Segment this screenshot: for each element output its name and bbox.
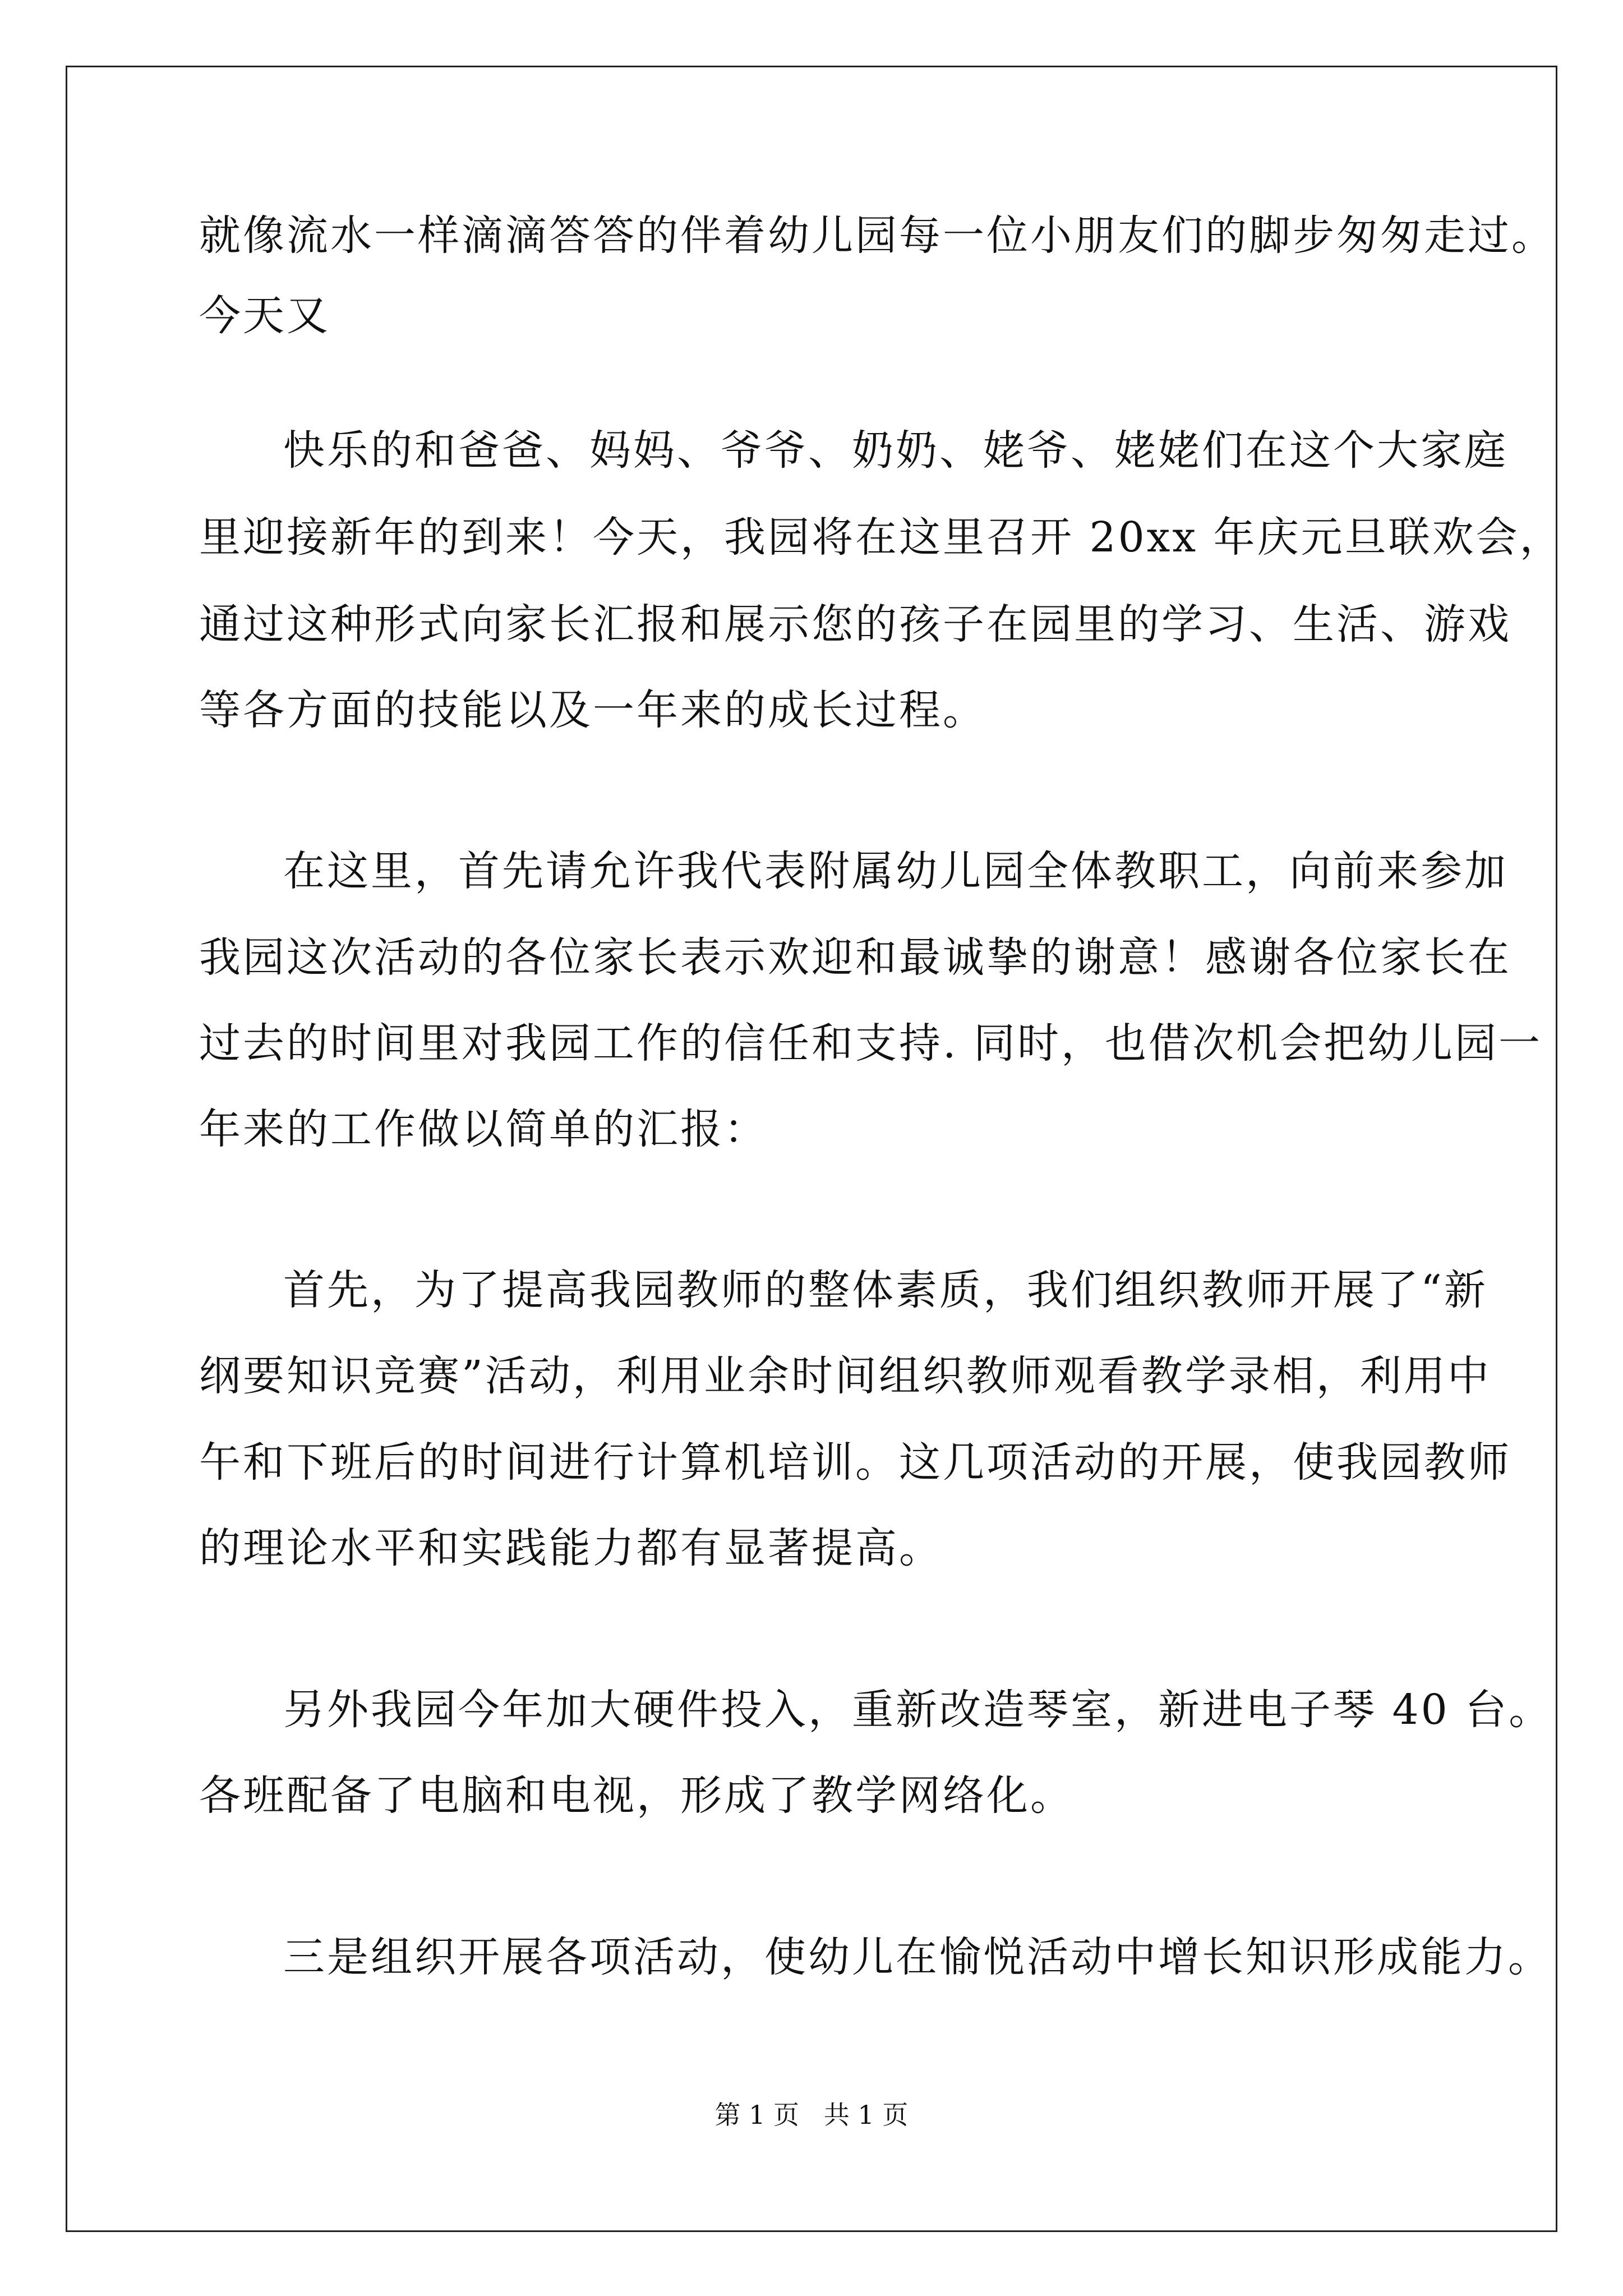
text-line: 就像流水一样滴滴答答的伴着幼儿园每一位小朋友们的脚步匆匆走过。 — [199, 211, 1555, 260]
text-line: 过去的时间里对我园工作的信任和支持. 同时，也借次机会把幼儿园一 — [199, 1019, 1543, 1068]
text-line: 通过这种形式向家长汇报和展示您的孩子在园里的学习、生活、游戏 — [199, 600, 1511, 648]
text-line: 纲要知识竞赛”活动，利用业余时间组织教师观看教学录相，利用中 — [199, 1352, 1491, 1400]
text-line: 年来的工作做以简单的汇报： — [199, 1105, 768, 1153]
text-line: 今天又 — [199, 292, 330, 340]
text-line: 我园这次活动的各位家长表示欢迎和最诚挚的谢意！感谢各位家长在 — [199, 933, 1511, 982]
text-line: 等各方面的技能以及一年来的成长过程。 — [199, 686, 986, 734]
text-line: 的理论水平和实践能力都有显著提高。 — [199, 1524, 943, 1572]
paragraph-start: 在这里，首先请允许我代表附属幼儿园全体教职工，向前来参加 — [283, 847, 1508, 895]
paragraph-start: 快乐的和爸爸、妈妈、爷爷、奶奶、姥爷、姥姥们在这个大家庭 — [283, 426, 1508, 475]
text-line: 午和下班后的时间进行计算机培训。这几项活动的开展，使我园教师 — [199, 1438, 1511, 1487]
paragraph-start: 三是组织开展各项活动，使幼儿在愉悦活动中增长知识形成能力。 — [283, 1933, 1552, 1981]
paragraph-start: 首先，为了提高我园教师的整体素质，我们组织教师开展了“新 — [283, 1266, 1488, 1314]
text-line: 里迎接新年的到来！今天，我园将在这里召开 20xx 年庆元旦联欢会， — [199, 513, 1564, 562]
page-footer: 第 1 页 共 1 页 — [714, 2100, 909, 2130]
text-line: 各班配备了电脑和电视，形成了教学网络化。 — [199, 1772, 1074, 1820]
paragraph-start: 另外我园今年加大硬件投入，重新改造琴室，新进电子琴 40 台。 — [283, 1686, 1553, 1734]
